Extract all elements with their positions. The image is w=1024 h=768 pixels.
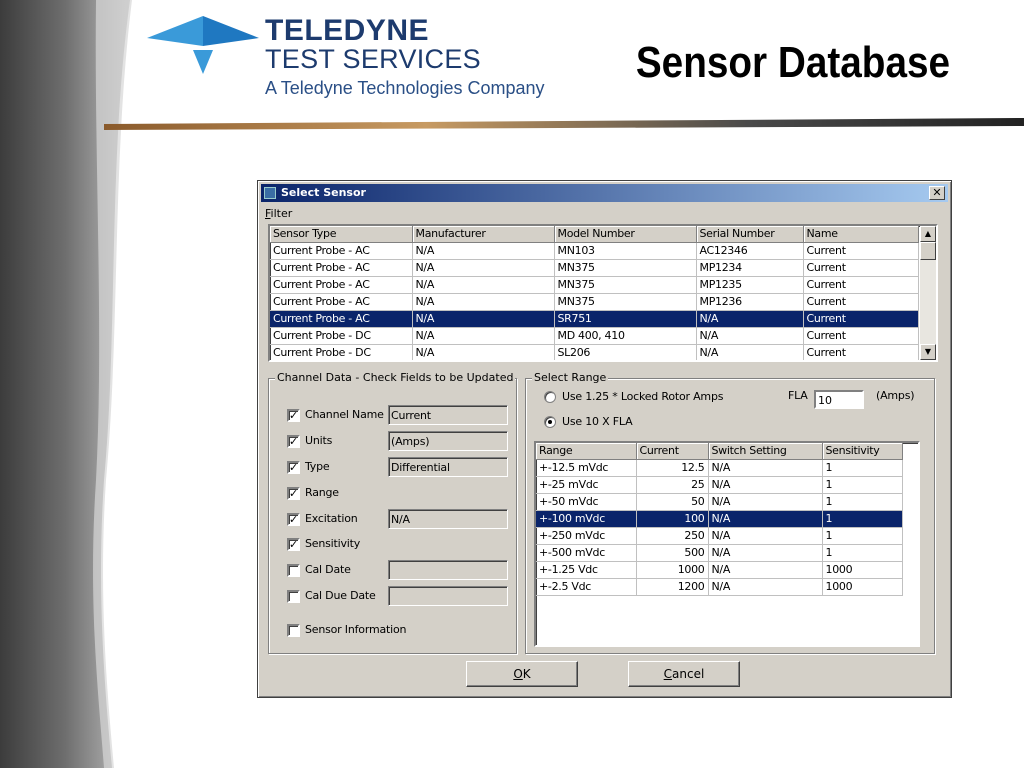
checkbox-label[interactable]: Sensor Information <box>305 623 407 636</box>
radio-dot-icon <box>548 420 552 424</box>
range-table-frame <box>534 441 920 647</box>
radio-locked-rotor[interactable] <box>544 391 556 403</box>
sensor-table-frame <box>268 224 938 362</box>
table-cell: 1 <box>822 493 902 510</box>
column-header[interactable]: Range <box>536 443 636 459</box>
table-cell: Current <box>803 327 918 344</box>
table-row[interactable] <box>270 344 918 361</box>
channel-data-group <box>268 371 517 654</box>
table-cell: 1 <box>822 476 902 493</box>
table-cell: MN375 <box>554 259 696 276</box>
table-cell: Current Probe - DC <box>270 344 412 361</box>
checkbox-label[interactable]: Range <box>305 486 339 499</box>
table-cell: MP1235 <box>696 276 803 293</box>
table-cell: N/A <box>412 276 554 293</box>
table-cell: Current Probe - AC <box>270 310 412 327</box>
table-cell: 50 <box>636 493 708 510</box>
scroll-up-icon[interactable]: ▲ <box>920 226 936 242</box>
checkbox-excitation[interactable]: ✓ <box>289 513 299 526</box>
logo-division-name: TEST SERVICES <box>265 44 481 74</box>
table-cell: N/A <box>708 459 822 476</box>
table-cell: +-50 mVdc <box>536 493 636 510</box>
fla-unit-label: (Amps) <box>876 389 915 402</box>
type-field[interactable]: Differential <box>388 457 508 477</box>
table-cell: N/A <box>412 344 554 361</box>
checkbox-units[interactable]: ✓ <box>289 435 299 448</box>
checkbox-label[interactable]: Cal Date <box>305 563 351 576</box>
fla-label: FLA <box>788 389 808 402</box>
dialog-title: Select Sensor <box>281 186 366 199</box>
table-cell: 1000 <box>636 561 708 578</box>
table-cell: 250 <box>636 527 708 544</box>
logo-company-name: TELEDYNE <box>265 14 430 47</box>
checkbox-sensitivity[interactable]: ✓ <box>289 538 299 551</box>
table-cell: MN375 <box>554 276 696 293</box>
table-cell: Current Probe - AC <box>270 276 412 293</box>
select-range-legend: Select Range <box>534 371 607 384</box>
units-field[interactable]: (Amps) <box>388 431 508 451</box>
checkbox-label[interactable]: Type <box>305 460 330 473</box>
scroll-down-icon[interactable]: ▼ <box>920 344 936 360</box>
table-row[interactable] <box>270 276 918 293</box>
table-cell: 1000 <box>822 561 902 578</box>
table-row[interactable] <box>270 242 918 259</box>
channel-name-field[interactable]: Current <box>388 405 508 425</box>
dialog-titlebar[interactable] <box>261 184 948 202</box>
radio-locked-rotor-label[interactable]: Use 1.25 * Locked Rotor Amps <box>562 390 724 403</box>
checkbox-type[interactable]: ✓ <box>289 461 299 474</box>
table-cell: Current Probe - AC <box>270 293 412 310</box>
table-cell: SL206 <box>554 344 696 361</box>
table-cell: N/A <box>708 578 822 595</box>
table-cell: MD 400, 410 <box>554 327 696 344</box>
table-cell: Current <box>803 310 918 327</box>
table-row[interactable] <box>536 544 902 561</box>
close-button[interactable]: ✕ <box>929 186 945 200</box>
select-sensor-dialog <box>257 180 952 698</box>
column-header[interactable]: Name <box>803 226 918 242</box>
cal-date-field[interactable] <box>388 560 508 580</box>
table-cell: N/A <box>412 310 554 327</box>
column-header[interactable]: Model Number <box>554 226 696 242</box>
slide-title: Sensor Database <box>635 38 950 87</box>
table-cell: 1200 <box>636 578 708 595</box>
table-row[interactable] <box>270 259 918 276</box>
table-cell: N/A <box>412 327 554 344</box>
table-cell: 500 <box>636 544 708 561</box>
table-row[interactable] <box>536 510 902 527</box>
table-row[interactable] <box>536 476 902 493</box>
table-cell: Current <box>803 259 918 276</box>
table-cell: +-12.5 mVdc <box>536 459 636 476</box>
column-header[interactable]: Sensor Type <box>270 226 412 242</box>
table-cell: AC12346 <box>696 242 803 259</box>
app-icon <box>264 187 276 199</box>
table-cell: N/A <box>708 561 822 578</box>
checkbox-cal-date[interactable] <box>287 564 300 577</box>
ok-button[interactable]: OK <box>466 661 578 687</box>
table-cell: N/A <box>412 293 554 310</box>
table-cell: MP1236 <box>696 293 803 310</box>
table-cell: Current Probe - DC <box>270 327 412 344</box>
cal-due-date-field[interactable] <box>388 586 508 606</box>
teledyne-logo-icon <box>147 16 259 74</box>
table-row[interactable] <box>536 578 902 595</box>
cancel-button[interactable]: Cancel <box>628 661 740 687</box>
table-cell: 1 <box>822 527 902 544</box>
table-row[interactable] <box>536 493 902 510</box>
table-cell: 1 <box>822 459 902 476</box>
sensor-table-scrollbar[interactable] <box>920 226 936 360</box>
checkbox-label[interactable]: Units <box>305 434 333 447</box>
checkbox-range[interactable]: ✓ <box>289 487 299 500</box>
table-cell: MN103 <box>554 242 696 259</box>
column-header[interactable]: Serial Number <box>696 226 803 242</box>
table-cell: +-25 mVdc <box>536 476 636 493</box>
checkbox-label[interactable]: Sensitivity <box>305 537 361 550</box>
checkbox-cal-due-date[interactable] <box>287 590 300 603</box>
channel-data-legend: Channel Data - Check Fields to be Updated <box>277 371 514 384</box>
table-cell: N/A <box>708 493 822 510</box>
table-cell: +-500 mVdc <box>536 544 636 561</box>
table-cell: MP1234 <box>696 259 803 276</box>
table-cell: +-1.25 Vdc <box>536 561 636 578</box>
table-cell: 12.5 <box>636 459 708 476</box>
table-row[interactable] <box>270 310 918 327</box>
table-cell: Current Probe - AC <box>270 259 412 276</box>
menu-filter[interactable]: Filter <box>265 207 293 220</box>
checkbox-channel-name[interactable]: ✓ <box>289 409 299 422</box>
checkbox-label[interactable]: Channel Name <box>305 408 384 421</box>
table-cell: 25 <box>636 476 708 493</box>
excitation-field[interactable]: N/A <box>388 509 508 529</box>
table-cell: 1 <box>822 510 902 527</box>
scroll-thumb[interactable] <box>920 242 936 260</box>
radio-10x-fla[interactable] <box>544 416 556 428</box>
table-cell: 1 <box>822 544 902 561</box>
table-cell: Current Probe - AC <box>270 242 412 259</box>
table-cell: Current <box>803 276 918 293</box>
checkbox-label[interactable]: Excitation <box>305 512 358 525</box>
table-cell: Current <box>803 293 918 310</box>
table-cell: Current <box>803 242 918 259</box>
table-row[interactable] <box>536 561 902 578</box>
header-divider-band <box>104 118 1024 130</box>
table-cell: 100 <box>636 510 708 527</box>
table-cell: N/A <box>696 327 803 344</box>
table-cell: +-2.5 Vdc <box>536 578 636 595</box>
select-range-group <box>525 371 935 654</box>
table-row[interactable] <box>270 293 918 310</box>
table-cell: N/A <box>412 242 554 259</box>
column-header[interactable]: Switch Setting <box>708 443 822 459</box>
table-row[interactable] <box>536 527 902 544</box>
table-cell: N/A <box>412 259 554 276</box>
column-header[interactable]: Current <box>636 443 708 459</box>
table-cell: N/A <box>708 476 822 493</box>
table-row[interactable] <box>270 327 918 344</box>
table-cell: 1000 <box>822 578 902 595</box>
table-cell: Current <box>803 344 918 361</box>
table-cell: N/A <box>696 344 803 361</box>
range-table <box>536 443 903 596</box>
table-row[interactable] <box>536 459 902 476</box>
table-cell: N/A <box>696 310 803 327</box>
table-cell: N/A <box>708 544 822 561</box>
column-header[interactable]: Manufacturer <box>412 226 554 242</box>
table-cell: +-250 mVdc <box>536 527 636 544</box>
checkbox-label[interactable]: Cal Due Date <box>305 589 376 602</box>
logo-tagline: A Teledyne Technologies Company <box>265 78 545 98</box>
table-cell: SR751 <box>554 310 696 327</box>
radio-10x-fla-label[interactable]: Use 10 X FLA <box>562 415 633 428</box>
table-cell: N/A <box>708 527 822 544</box>
table-cell: +-100 mVdc <box>536 510 636 527</box>
table-cell: MN375 <box>554 293 696 310</box>
sensor-table <box>270 226 919 362</box>
checkbox-sensor-information[interactable] <box>287 624 300 637</box>
table-cell: N/A <box>708 510 822 527</box>
fla-input[interactable]: 10 <box>814 390 864 409</box>
column-header[interactable]: Sensitivity <box>822 443 902 459</box>
